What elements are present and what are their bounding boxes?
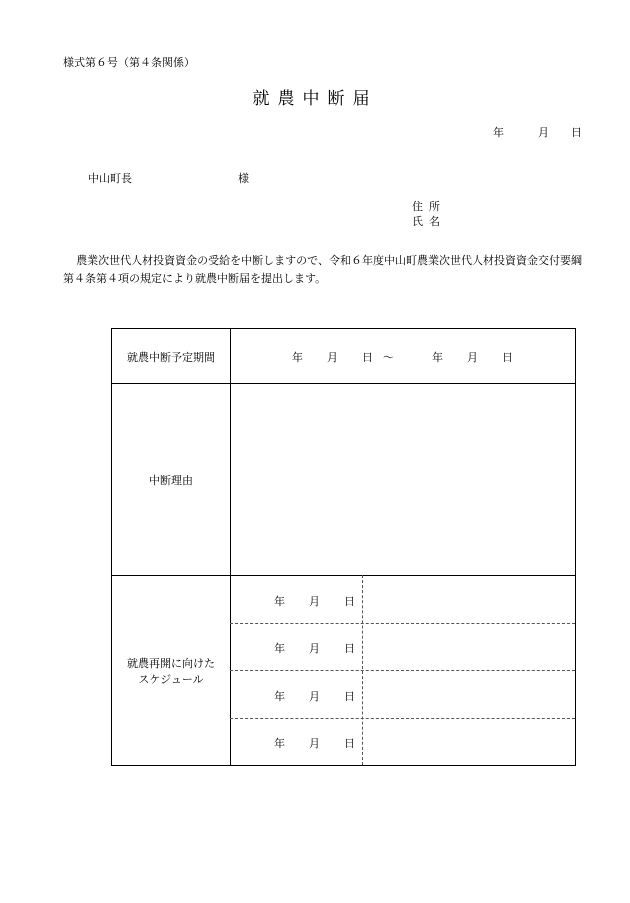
schedule-label-line1: 就農再開に向けた — [127, 657, 215, 670]
document-title: 就農中断届 — [252, 89, 378, 109]
period-label: 就農中断予定期間 — [127, 351, 215, 364]
form-table — [111, 328, 576, 766]
schedule-label-line2: スケジュール — [138, 673, 204, 686]
reason-field[interactable] — [231, 384, 575, 574]
period-tilde: ～ — [383, 351, 394, 364]
schedule-row-divider — [230, 718, 575, 719]
row-divider-reason — [112, 575, 575, 576]
period-end-day: 日 — [502, 351, 513, 364]
schedule-label — [112, 656, 230, 688]
address-label: 住所 — [412, 200, 446, 213]
schedule-day: 日 — [344, 642, 355, 655]
period-end-month: 月 — [467, 351, 478, 364]
form-number: 様式第６号（第４条関係） — [63, 56, 195, 69]
schedule-date[interactable] — [274, 688, 355, 704]
period-start-day: 日 — [362, 351, 373, 364]
schedule-row-divider — [230, 670, 575, 671]
schedule-year: 年 — [274, 737, 285, 750]
period-end-year: 年 — [432, 351, 443, 364]
schedule-date[interactable] — [274, 735, 355, 751]
schedule-date[interactable] — [274, 593, 355, 609]
schedule-year: 年 — [274, 595, 285, 608]
period-start-month: 月 — [327, 351, 338, 364]
name-label: 氏名 — [412, 215, 446, 228]
schedule-year: 年 — [274, 642, 285, 655]
date-month: 月 — [538, 126, 549, 139]
schedule-month: 月 — [309, 642, 320, 655]
addressee-honorific: 様 — [238, 172, 249, 185]
reason-label: 中断理由 — [149, 474, 193, 487]
period-start-date[interactable] — [292, 349, 394, 365]
body-text: 農業次世代人材投資資金の受給を中断しますので、令和６年度中山町農業次世代人材投資資金交付要綱第４条第４項の規定により就農中断届を提出します。 — [63, 254, 582, 285]
schedule-day: 日 — [344, 595, 355, 608]
addressee-name: 中山町長 — [88, 172, 132, 185]
schedule-year: 年 — [274, 690, 285, 703]
schedule-day: 日 — [344, 690, 355, 703]
date-day: 日 — [571, 126, 582, 139]
submission-date — [493, 124, 582, 140]
schedule-date[interactable] — [274, 640, 355, 656]
schedule-month: 月 — [309, 690, 320, 703]
schedule-day: 日 — [344, 737, 355, 750]
schedule-month: 月 — [309, 595, 320, 608]
schedule-month: 月 — [309, 737, 320, 750]
period-end-date[interactable] — [432, 349, 513, 365]
schedule-row-divider — [230, 623, 575, 624]
date-year: 年 — [493, 126, 504, 139]
period-start-year: 年 — [292, 351, 303, 364]
